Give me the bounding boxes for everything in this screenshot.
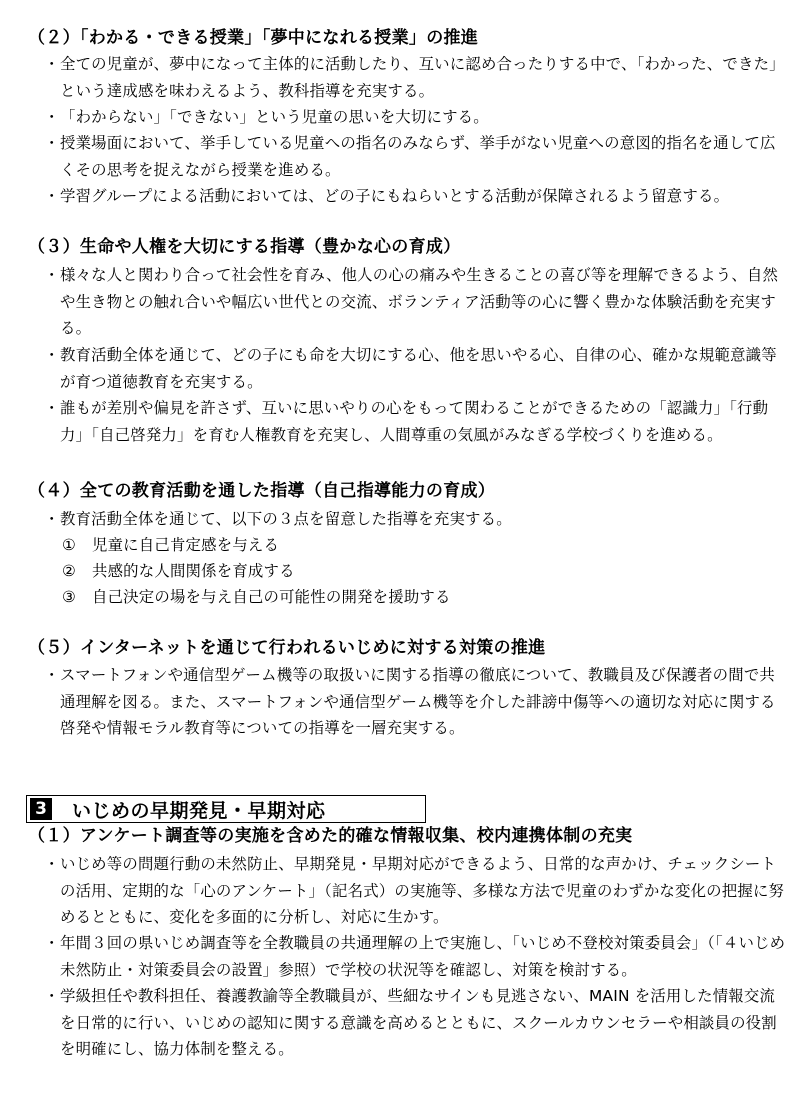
- bullet-2-1: [44, 51, 790, 104]
- bullet-text: 誰もが差別や偏見を許さず、互いに思いやりの心をもって関わることができるための「認識力」「行動力」「自己啓発力」を育む人権教育を充実し、人間尊重の気風がみなぎる学校づくりを進める。: [60, 399, 769, 444]
- numbered-item-2: [62, 558, 295, 585]
- bullet-text: 学級担任や教科担任、養護教諭等全教職員が、些細なサインも見逃さない、MAIN を活用した情報交流を日常的に行い、いじめの認知に関する意識を高めるとともに、スクールカウンセラーや相談員の役割を明確にし、協力体制を整える。: [60, 987, 777, 1058]
- heading-4: （４）全ての教育活動を通した指導（自己指導能力の育成）: [28, 481, 496, 501]
- bullet-text: 様々な人と関わり合って社会性を育み、他人の心の痛みや生きることの喜び等を理解できるよう、自然や生き物との触れ合いや幅広い世代との交流、ボランティア活動等の心に響く豊かな体験活動を充実する。: [60, 266, 779, 337]
- item-text: 共感的な人間関係を育成する: [92, 562, 295, 580]
- section-title: いじめの早期発見・早期対応: [72, 799, 326, 822]
- bullet-mark: ・: [44, 934, 60, 952]
- bullet-2-4: [44, 183, 790, 210]
- bullet-mark: ・: [44, 399, 60, 417]
- item-number: ②: [62, 562, 76, 580]
- bullet-text: スマートフォンや通信型ゲーム機等の取扱いに関する指導の徹底について、教職員及び保護者の間で共通理解を図る。また、スマートフォンや通信型ゲーム機等を介した誹謗中傷等への適切な対応に関する啓発や情報モラル教育等についての指導を一層充実する。: [60, 666, 776, 737]
- item-number: ①: [62, 536, 76, 554]
- bullet-mark: ・: [44, 266, 60, 284]
- bullet-mark: ・: [44, 187, 60, 205]
- bullet-2-2: [44, 104, 790, 131]
- bullet-mark: ・: [44, 134, 60, 152]
- heading-2: （２）「わかる・できる授業」「夢中になれる授業」の推進: [28, 28, 479, 48]
- bullet-text: 教育活動全体を通じて、どの子にも命を大切にする心、他を思いやる心、自律の心、確かな規範意識等が育つ道徳教育を充実する。: [60, 346, 777, 391]
- bullet-text: いじめ等の問題行動の未然防止、早期発見・早期対応ができるよう、日常的な声かけ、チェックシートの活用、定期的な「心のアンケート」（記名式）の実施等、多様な方法で児童のわずかな変化の把握に努めるとともに、変化を多面的に分析し、対応に生かす。: [60, 855, 785, 926]
- section-3-title-box: [26, 795, 426, 823]
- numbered-item-3: [62, 584, 451, 611]
- bullet-mark: ・: [44, 666, 60, 684]
- bullet-2-3: [44, 130, 790, 183]
- bullet-3-2: [44, 342, 790, 395]
- bullet-mark: ・: [44, 855, 60, 873]
- bullet-text: 年間３回の県いじめ調査等を全教職員の共通理解の上で実施し、「いじめ不登校対策委員会」（「４いじめ未然防止・対策委員会の設置」参照）で学校の状況等を確認し、対策を検討する。: [60, 934, 786, 979]
- item-text: 児童に自己肯定感を与える: [92, 536, 280, 554]
- numbered-item-1: [62, 532, 279, 559]
- bullet-31-2: [44, 930, 790, 983]
- item-number: ③: [62, 588, 76, 606]
- bullet-mark: ・: [44, 346, 60, 364]
- bullet-text: 学習グループによる活動においては、どの子にもねらいとする活動が保障されるよう留意する。: [60, 187, 730, 205]
- bullet-text: 教育活動全体を通じて、以下の３点を留意した指導を充実する。: [60, 510, 512, 528]
- bullet-mark: ・: [44, 55, 60, 73]
- bullet-text: 授業場面において、挙手している児童への指名のみならず、挙手がない児童への意図的指名を通して広くその思考を捉えながら授業を進める。: [60, 134, 776, 179]
- bullet-5-1: [44, 662, 790, 742]
- bullet-mark: ・: [44, 510, 60, 528]
- bullet-mark: ・: [44, 108, 60, 126]
- heading-3: （３）生命や人権を大切にする指導（豊かな心の育成）: [28, 237, 461, 257]
- bullet-3-3: [44, 395, 790, 448]
- heading-3-1: （１）アンケート調査等の実施を含めた的確な情報収集、校内連携体制の充実: [28, 826, 633, 846]
- bullet-mark: ・: [44, 987, 60, 1005]
- bullet-3-1: [44, 262, 790, 342]
- bullet-31-1: [44, 851, 790, 931]
- bullet-text: 「わからない」「できない」という児童の思いを大切にする。: [60, 108, 489, 126]
- item-text: 自己決定の場を与え自己の可能性の開発を援助する: [92, 588, 451, 606]
- bullet-4-1: [44, 506, 790, 533]
- section-number: 3: [30, 798, 52, 820]
- heading-5: （５）インターネットを通じて行われるいじめに対する対策の推進: [28, 638, 546, 658]
- bullet-text: 全ての児童が、夢中になって主体的に活動したり、互いに認め合ったりする中で、「わかった、できた」という達成感を味わえるよう、教科指導を充実する。: [60, 55, 785, 100]
- bullet-31-3: [44, 983, 790, 1063]
